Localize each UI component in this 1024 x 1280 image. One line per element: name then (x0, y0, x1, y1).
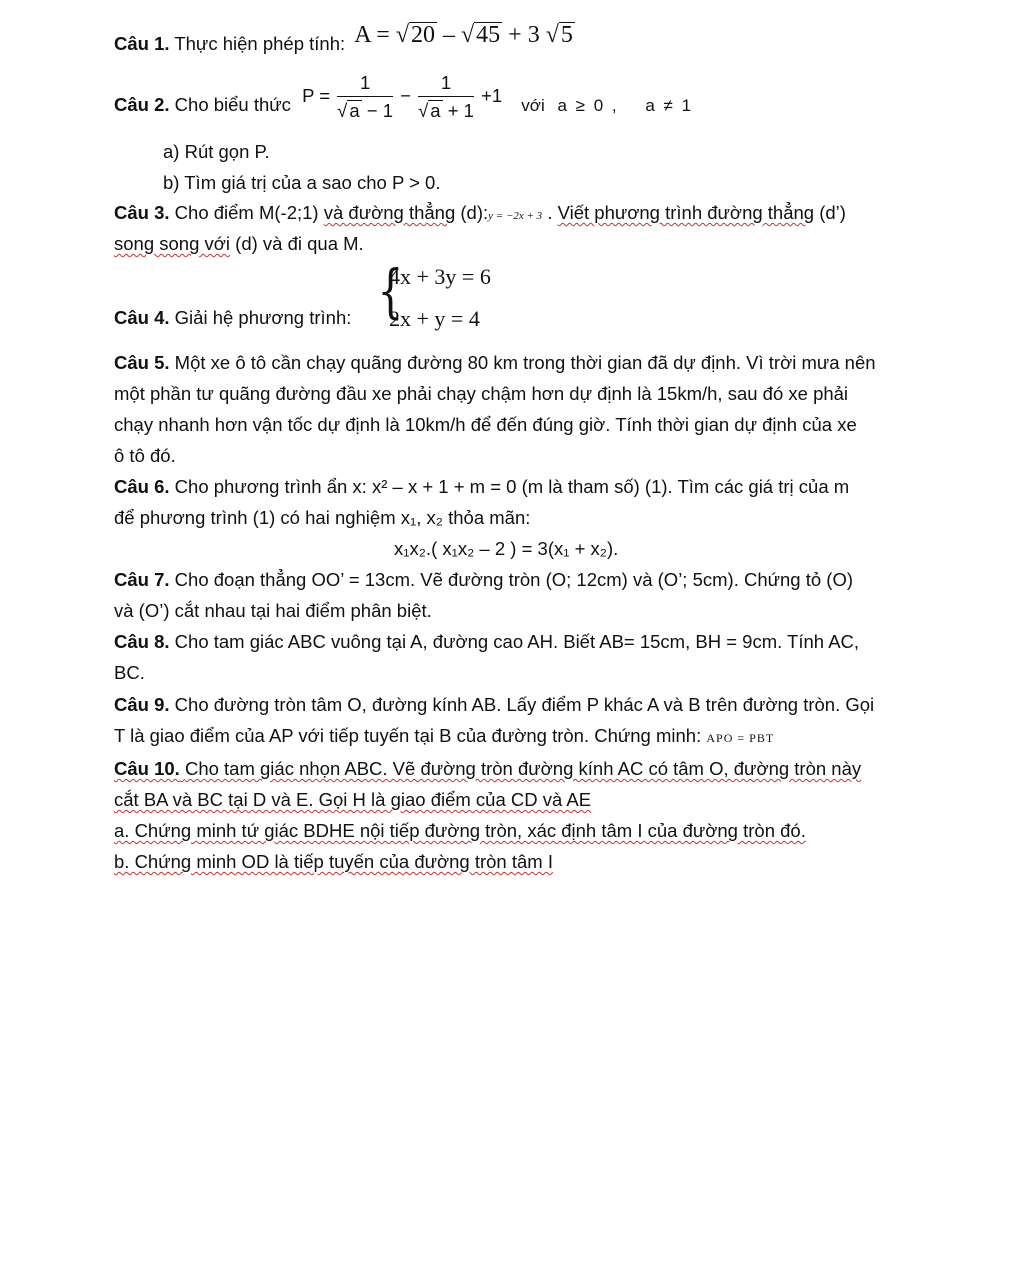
q8-label: Câu 8. (114, 631, 170, 652)
q4-label: Câu 4. (114, 307, 170, 328)
q2-den-2-rest: + 1 (447, 100, 474, 121)
q3-text-3: . (547, 202, 553, 223)
q3-wavy-3: song song với (114, 233, 231, 254)
q4-brace: { (377, 257, 404, 325)
q7-line-1: Cho đoạn thẳng OO’ = 13cm. Vẽ đường tròn (O; 12cm) và (O’; 5cm). Chứng tỏ (O) (174, 569, 854, 590)
question-8 (114, 631, 859, 653)
q5-line-1: Một xe ô tô cần chạy quãng đường 80 km trong thời gian đã dự định. Vì trời mưa nên (174, 352, 876, 373)
q9-line-2-text: T là giao điểm của AP với tiếp tuyến tại B của đường tròn. Chứng minh: (114, 725, 702, 746)
question-7 (114, 569, 853, 591)
q1-formula (354, 22, 575, 48)
q10-label: Câu 10. (114, 758, 180, 779)
q10-line-2: cắt BA và BC tại D và E. Gọi H là giao điểm của CD và AE (114, 789, 592, 810)
q2-fraction-2 (418, 72, 474, 122)
q1-plus: + 3 (508, 22, 540, 48)
q2-part-b: b) Tìm giá trị của a sao cho P > 0. (163, 172, 441, 193)
q10-line-1: Cho tam giác nhọn ABC. Vẽ đường tròn đường kính AC có tâm O, đường tròn này (184, 758, 862, 779)
q2-p: P = (302, 84, 331, 106)
q9-eq: APO = PBT (706, 731, 775, 745)
q3-wavy-1: và đường thẳng (323, 202, 456, 223)
q2-condition (521, 96, 693, 115)
question-1 (114, 22, 575, 57)
q1-eq: = (376, 22, 390, 48)
question-9 (114, 694, 874, 716)
q1-radicand-3: 5 (560, 22, 573, 48)
q2-den-2-radicand: a (430, 100, 441, 121)
q2-label: Câu 2. (114, 94, 170, 115)
q2-with: với (521, 96, 545, 115)
q10-part-b: b. Chứng minh OD là tiếp tuyến của đường tròn tâm I (114, 851, 553, 872)
q2-formula (302, 72, 502, 122)
q3-line-2-rest: (d) và đi qua M. (235, 233, 364, 254)
q5-line-4: ô tô đó. (114, 445, 176, 466)
q3-label: Câu 3. (114, 202, 170, 223)
q1-sqrt-3: √5 (545, 22, 573, 48)
q2-fraction-1 (337, 72, 393, 122)
question-3 (114, 202, 846, 224)
q2-cond-2: a ≠ 1 (645, 96, 694, 115)
q2-den-1-radicand: a (349, 100, 360, 121)
q6-line-2: để phương trình (1) có hai nghiệm x₁, x₂ thỏa mãn: (114, 507, 531, 528)
q5-line-3: chạy nhanh hơn vận tốc dự định là 10km/h để đến đúng giờ. Tính thời gian dự định của xe (114, 414, 857, 435)
q1-text: Thực hiện phép tính: (174, 33, 346, 54)
q8-line-1: Cho tam giác ABC vuông tại A, đường cao AH. Biết AB= 15cm, BH = 9cm. Tính AC, (174, 631, 860, 652)
q2-text: Cho biểu thức (174, 94, 291, 115)
q2-den-1: √ a − 1 (337, 100, 393, 121)
q5-line-2: một phần tư quãng đường đầu xe phải chạy chậm hơn dự định là 15km/h, sau đó xe phải (114, 383, 849, 404)
q10-part-a: a. Chứng minh tứ giác BDHE nội tiếp đường tròn, xác định tâm I của đường tròn đó. (114, 820, 806, 841)
question-6 (114, 476, 849, 498)
q2-tail: +1 (481, 84, 503, 106)
q2-num-1: 1 (337, 72, 393, 97)
q2-cond-1: a ≥ 0 , (557, 96, 619, 115)
q2-minus: − (400, 84, 411, 106)
q1-radicand-1: 20 (411, 22, 435, 48)
q3-text-1: Cho điểm M(-2;1) (174, 202, 319, 223)
q9-line-1: Cho đường tròn tâm O, đường kính AB. Lấy điểm P khác A và B trên đường tròn. Gọi (174, 694, 875, 715)
q2-den-1-rest: − 1 (366, 100, 393, 121)
q2-part-a: a) Rút gọn P. (163, 141, 270, 162)
q9-label: Câu 9. (114, 694, 170, 715)
q4-text: Giải hệ phương trình: (174, 307, 352, 328)
question-10 (114, 758, 861, 780)
q3-text-4: (d’) (819, 202, 846, 223)
q9-line-2 (114, 725, 774, 747)
q7-line-2: và (O’) cắt nhau tại hai điểm phân biệt. (114, 600, 432, 621)
q1-radicand-2: 45 (476, 22, 501, 48)
q4-eq-2: 2x + y = 4 (389, 306, 480, 331)
q7-label: Câu 7. (114, 569, 170, 590)
question-4 (114, 307, 351, 329)
q3-text-2: (d): (460, 202, 489, 223)
q6-line-1: Cho phương trình ẩn x: x² – x + 1 + m = 0 (m là tham số) (1). Tìm các giá trị của m (174, 476, 850, 497)
q4-eq-1: 4x + 3y = 6 (389, 264, 491, 289)
q2-num-2: 1 (418, 72, 474, 97)
q5-label: Câu 5. (114, 352, 170, 373)
q3-wavy-2: Viết phương trình đường thẳng (557, 202, 815, 223)
question-5 (114, 352, 876, 374)
q3-line-2 (114, 233, 364, 255)
question-2 (114, 72, 693, 122)
q1-lhs: A (354, 22, 371, 48)
q6-label: Câu 6. (114, 476, 170, 497)
q1-sqrt-1: √20 (395, 22, 435, 48)
q3-eq: y = −2x + 3 (488, 210, 543, 222)
q2-den-2: √ a + 1 (418, 100, 474, 121)
q8-line-2: BC. (114, 662, 145, 683)
q6-line-3: x₁x₂.( x₁x₂ – 2 ) = 3(x₁ + x₂). (394, 538, 619, 559)
q1-minus: – (443, 22, 455, 48)
q1-sqrt-2: √45 (461, 22, 501, 48)
q1-label: Câu 1. (114, 33, 170, 54)
